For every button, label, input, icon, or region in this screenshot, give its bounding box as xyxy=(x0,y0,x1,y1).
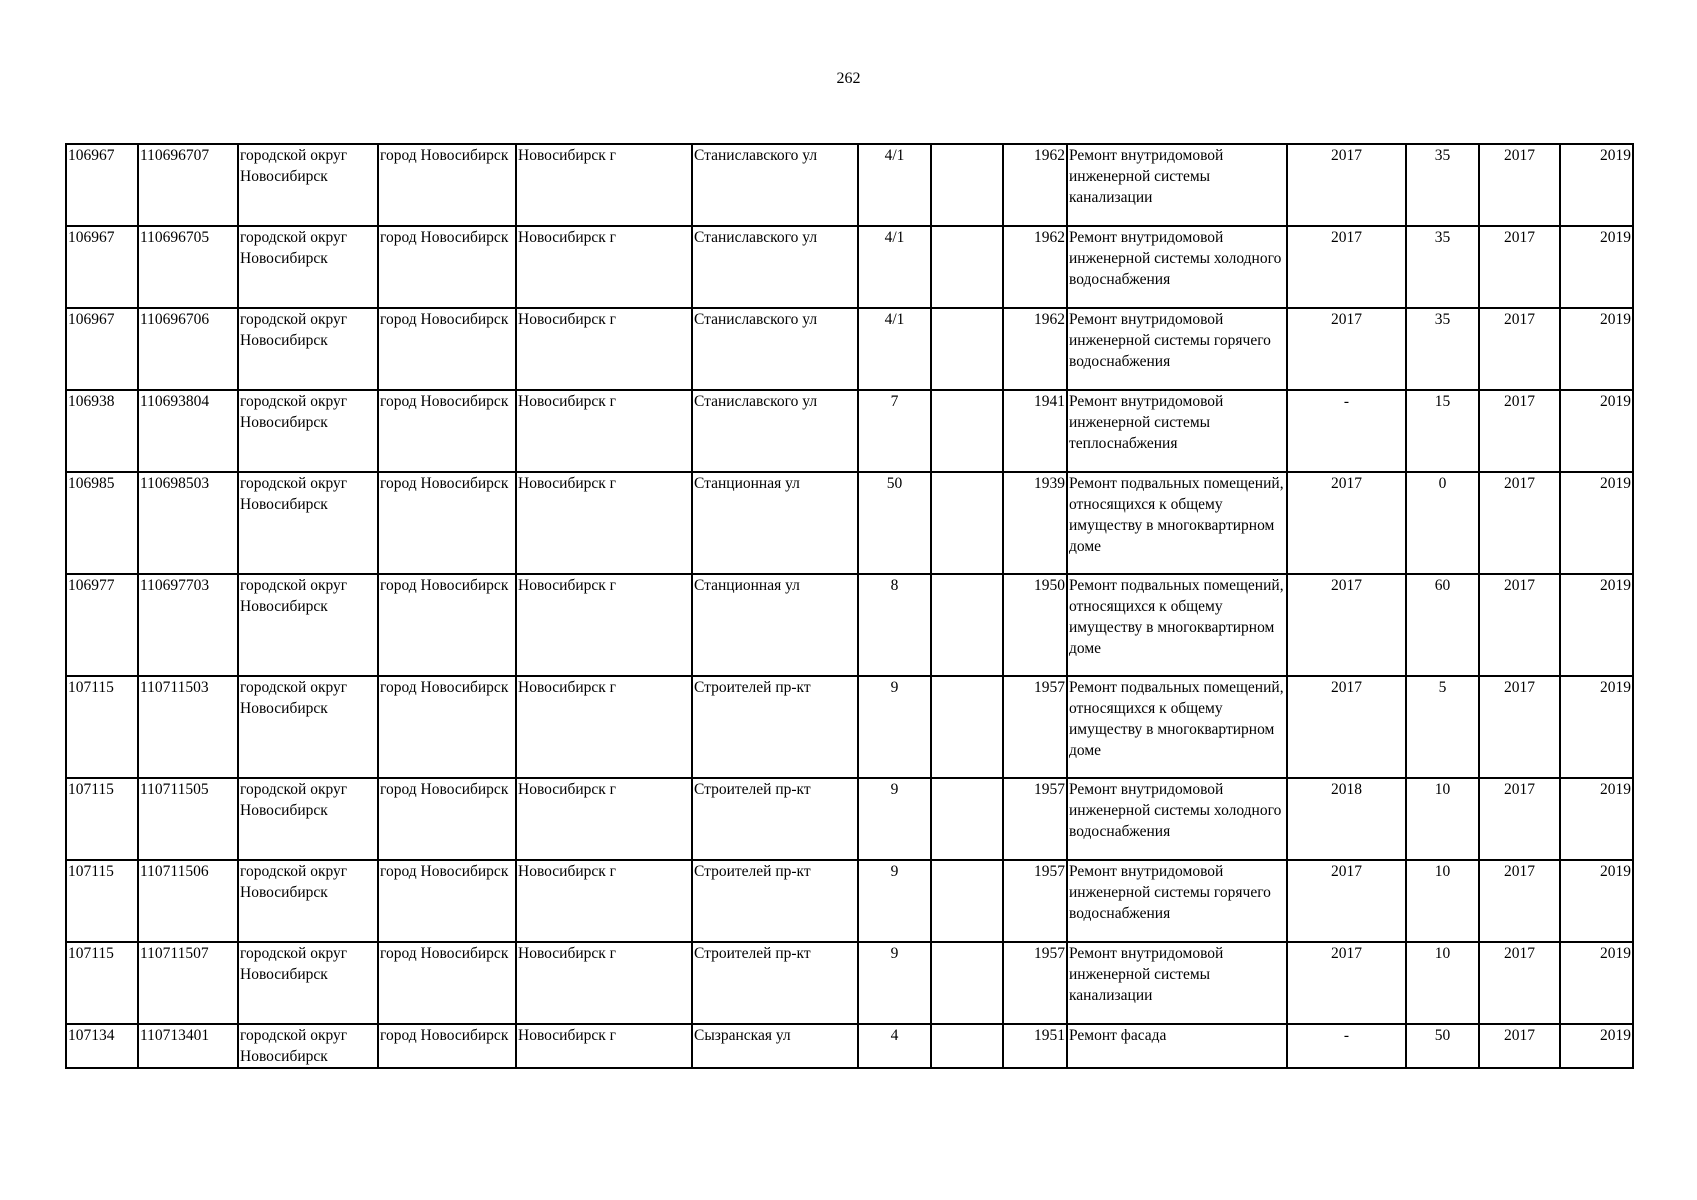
cell-object-id: 106967 xyxy=(66,144,138,226)
cell-year-built: 1950 xyxy=(1003,574,1067,676)
cell-street: Строителей пр-кт xyxy=(692,778,858,860)
cell-period-start: 2017 xyxy=(1479,390,1560,472)
cell-year-planned: 2017 xyxy=(1287,226,1406,308)
cell-house-number: 4/1 xyxy=(858,308,931,390)
table-row xyxy=(66,574,1633,676)
cell-work-type: Ремонт подвальных помещений, относящихся к общему имуществу в многоквартирном доме xyxy=(1067,574,1287,676)
table-row xyxy=(66,942,1633,1024)
cell-year-planned: 2017 xyxy=(1287,676,1406,778)
cell-municipal-district: городской округ Новосибирск xyxy=(238,778,378,860)
cell-locality: Новосибирск г xyxy=(516,942,692,1024)
cell-settlement: город Новосибирск xyxy=(378,778,516,860)
cell-period-end: 2019 xyxy=(1560,860,1633,942)
cell-year-planned: - xyxy=(1287,1024,1406,1068)
cell-year-built: 1957 xyxy=(1003,676,1067,778)
cell-municipal-district: городской округ Новосибирск xyxy=(238,676,378,778)
cell-locality: Новосибирск г xyxy=(516,574,692,676)
cell-year-built: 1951 xyxy=(1003,1024,1067,1068)
table-row xyxy=(66,860,1633,942)
cell-street: Строителей пр-кт xyxy=(692,942,858,1024)
cell-object-id: 107115 xyxy=(66,860,138,942)
cell-settlement: город Новосибирск xyxy=(378,942,516,1024)
cell-locality: Новосибирск г xyxy=(516,390,692,472)
cell-year-built: 1939 xyxy=(1003,472,1067,574)
cell-year-planned: 2017 xyxy=(1287,472,1406,574)
cell-street: Строителей пр-кт xyxy=(692,860,858,942)
table-row xyxy=(66,472,1633,574)
cell-period-end: 2019 xyxy=(1560,1024,1633,1068)
cell-wear-percent: 50 xyxy=(1406,1024,1479,1068)
cell-building xyxy=(931,778,1003,860)
cell-building xyxy=(931,1024,1003,1068)
cell-municipal-district: городской округ Новосибирск xyxy=(238,942,378,1024)
cell-wear-percent: 35 xyxy=(1406,308,1479,390)
cell-work-type: Ремонт внутридомовой инженерной системы теплоснабжения xyxy=(1067,390,1287,472)
cell-house-number: 9 xyxy=(858,778,931,860)
cell-year-built: 1957 xyxy=(1003,860,1067,942)
cell-settlement: город Новосибирск xyxy=(378,308,516,390)
cell-street: Станиславского ул xyxy=(692,226,858,308)
cell-work-type: Ремонт внутридомовой инженерной системы холодного водоснабжения xyxy=(1067,226,1287,308)
cell-house-number: 9 xyxy=(858,942,931,1024)
cell-settlement: город Новосибирск xyxy=(378,472,516,574)
cell-period-start: 2017 xyxy=(1479,676,1560,778)
cell-year-built: 1941 xyxy=(1003,390,1067,472)
cell-building xyxy=(931,860,1003,942)
cell-element-id: 110697703 xyxy=(138,574,238,676)
cell-element-id: 110713401 xyxy=(138,1024,238,1068)
cell-house-number: 4 xyxy=(858,1024,931,1068)
cell-wear-percent: 0 xyxy=(1406,472,1479,574)
cell-municipal-district: городской округ Новосибирск xyxy=(238,472,378,574)
cell-year-planned: 2017 xyxy=(1287,308,1406,390)
cell-work-type: Ремонт подвальных помещений, относящихся к общему имуществу в многоквартирном доме xyxy=(1067,676,1287,778)
cell-street: Станиславского ул xyxy=(692,308,858,390)
cell-year-planned: 2018 xyxy=(1287,778,1406,860)
cell-year-built: 1957 xyxy=(1003,942,1067,1024)
cell-element-id: 110696706 xyxy=(138,308,238,390)
cell-year-planned: 2017 xyxy=(1287,144,1406,226)
cell-period-end: 2019 xyxy=(1560,942,1633,1024)
cell-house-number: 4/1 xyxy=(858,226,931,308)
table-row xyxy=(66,308,1633,390)
cell-locality: Новосибирск г xyxy=(516,860,692,942)
cell-locality: Новосибирск г xyxy=(516,676,692,778)
cell-settlement: город Новосибирск xyxy=(378,144,516,226)
cell-house-number: 50 xyxy=(858,472,931,574)
cell-element-id: 110711503 xyxy=(138,676,238,778)
cell-locality: Новосибирск г xyxy=(516,778,692,860)
cell-element-id: 110711505 xyxy=(138,778,238,860)
cell-period-end: 2019 xyxy=(1560,574,1633,676)
cell-period-start: 2017 xyxy=(1479,1024,1560,1068)
cell-locality: Новосибирск г xyxy=(516,308,692,390)
cell-object-id: 106977 xyxy=(66,574,138,676)
cell-element-id: 110696707 xyxy=(138,144,238,226)
cell-work-type: Ремонт внутридомовой инженерной системы канализации xyxy=(1067,942,1287,1024)
cell-year-planned: 2017 xyxy=(1287,574,1406,676)
table-row xyxy=(66,390,1633,472)
cell-locality: Новосибирск г xyxy=(516,226,692,308)
cell-year-built: 1962 xyxy=(1003,308,1067,390)
cell-work-type: Ремонт внутридомовой инженерной системы горячего водоснабжения xyxy=(1067,308,1287,390)
cell-period-end: 2019 xyxy=(1560,676,1633,778)
cell-work-type: Ремонт фасада xyxy=(1067,1024,1287,1068)
cell-wear-percent: 10 xyxy=(1406,778,1479,860)
cell-work-type: Ремонт внутридомовой инженерной системы горячего водоснабжения xyxy=(1067,860,1287,942)
cell-municipal-district: городской округ Новосибирск xyxy=(238,226,378,308)
table-row xyxy=(66,676,1633,778)
cell-year-planned: - xyxy=(1287,390,1406,472)
cell-settlement: город Новосибирск xyxy=(378,860,516,942)
cell-element-id: 110711507 xyxy=(138,942,238,1024)
cell-municipal-district: городской округ Новосибирск xyxy=(238,390,378,472)
cell-work-type: Ремонт внутридомовой инженерной системы канализации xyxy=(1067,144,1287,226)
table-row xyxy=(66,778,1633,860)
cell-house-number: 7 xyxy=(858,390,931,472)
cell-municipal-district: городской округ Новосибирск xyxy=(238,860,378,942)
cell-building xyxy=(931,308,1003,390)
cell-locality: Новосибирск г xyxy=(516,144,692,226)
cell-wear-percent: 60 xyxy=(1406,574,1479,676)
cell-street: Станционная ул xyxy=(692,472,858,574)
cell-element-id: 110711506 xyxy=(138,860,238,942)
cell-year-built: 1962 xyxy=(1003,144,1067,226)
cell-period-end: 2019 xyxy=(1560,308,1633,390)
cell-object-id: 107115 xyxy=(66,676,138,778)
cell-period-start: 2017 xyxy=(1479,226,1560,308)
cell-building xyxy=(931,942,1003,1024)
cell-settlement: город Новосибирск xyxy=(378,1024,516,1068)
cell-building xyxy=(931,472,1003,574)
cell-wear-percent: 15 xyxy=(1406,390,1479,472)
cell-object-id: 106967 xyxy=(66,226,138,308)
cell-period-start: 2017 xyxy=(1479,860,1560,942)
cell-locality: Новосибирск г xyxy=(516,1024,692,1068)
cell-period-start: 2017 xyxy=(1479,574,1560,676)
cell-period-end: 2019 xyxy=(1560,226,1633,308)
table-row xyxy=(66,144,1633,226)
cell-house-number: 9 xyxy=(858,860,931,942)
cell-element-id: 110693804 xyxy=(138,390,238,472)
cell-locality: Новосибирск г xyxy=(516,472,692,574)
cell-building xyxy=(931,226,1003,308)
cell-municipal-district: городской округ Новосибирск xyxy=(238,1024,378,1068)
cell-wear-percent: 10 xyxy=(1406,860,1479,942)
table-row xyxy=(66,226,1633,308)
cell-street: Станиславского ул xyxy=(692,144,858,226)
cell-house-number: 8 xyxy=(858,574,931,676)
cell-settlement: город Новосибирск xyxy=(378,226,516,308)
cell-municipal-district: городской округ Новосибирск xyxy=(238,144,378,226)
cell-object-id: 106985 xyxy=(66,472,138,574)
table-row xyxy=(66,1024,1633,1068)
cell-period-start: 2017 xyxy=(1479,942,1560,1024)
cell-municipal-district: городской округ Новосибирск xyxy=(238,308,378,390)
cell-object-id: 107115 xyxy=(66,942,138,1024)
cell-year-planned: 2017 xyxy=(1287,942,1406,1024)
cell-object-id: 106967 xyxy=(66,308,138,390)
cell-building xyxy=(931,574,1003,676)
cell-period-end: 2019 xyxy=(1560,390,1633,472)
page-number: 262 xyxy=(836,70,861,87)
cell-street: Строителей пр-кт xyxy=(692,676,858,778)
cell-period-end: 2019 xyxy=(1560,472,1633,574)
cell-period-end: 2019 xyxy=(1560,778,1633,860)
cell-period-end: 2019 xyxy=(1560,144,1633,226)
cell-object-id: 107134 xyxy=(66,1024,138,1068)
cell-street: Станционная ул xyxy=(692,574,858,676)
cell-year-built: 1962 xyxy=(1003,226,1067,308)
cell-house-number: 9 xyxy=(858,676,931,778)
cell-settlement: город Новосибирск xyxy=(378,676,516,778)
registry-table xyxy=(65,143,1634,1069)
cell-period-start: 2017 xyxy=(1479,144,1560,226)
cell-period-start: 2017 xyxy=(1479,472,1560,574)
cell-wear-percent: 35 xyxy=(1406,144,1479,226)
cell-settlement: город Новосибирск xyxy=(378,390,516,472)
cell-street: Сызранская ул xyxy=(692,1024,858,1068)
cell-period-start: 2017 xyxy=(1479,778,1560,860)
cell-element-id: 110698503 xyxy=(138,472,238,574)
cell-work-type: Ремонт внутридомовой инженерной системы холодного водоснабжения xyxy=(1067,778,1287,860)
cell-work-type: Ремонт подвальных помещений, относящихся к общему имуществу в многоквартирном доме xyxy=(1067,472,1287,574)
cell-object-id: 107115 xyxy=(66,778,138,860)
cell-street: Станиславского ул xyxy=(692,390,858,472)
cell-wear-percent: 10 xyxy=(1406,942,1479,1024)
cell-building xyxy=(931,390,1003,472)
cell-object-id: 106938 xyxy=(66,390,138,472)
cell-building xyxy=(931,144,1003,226)
cell-building xyxy=(931,676,1003,778)
cell-element-id: 110696705 xyxy=(138,226,238,308)
cell-house-number: 4/1 xyxy=(858,144,931,226)
cell-year-built: 1957 xyxy=(1003,778,1067,860)
cell-wear-percent: 5 xyxy=(1406,676,1479,778)
cell-year-planned: 2017 xyxy=(1287,860,1406,942)
cell-period-start: 2017 xyxy=(1479,308,1560,390)
cell-wear-percent: 35 xyxy=(1406,226,1479,308)
cell-settlement: город Новосибирск xyxy=(378,574,516,676)
cell-municipal-district: городской округ Новосибирск xyxy=(238,574,378,676)
